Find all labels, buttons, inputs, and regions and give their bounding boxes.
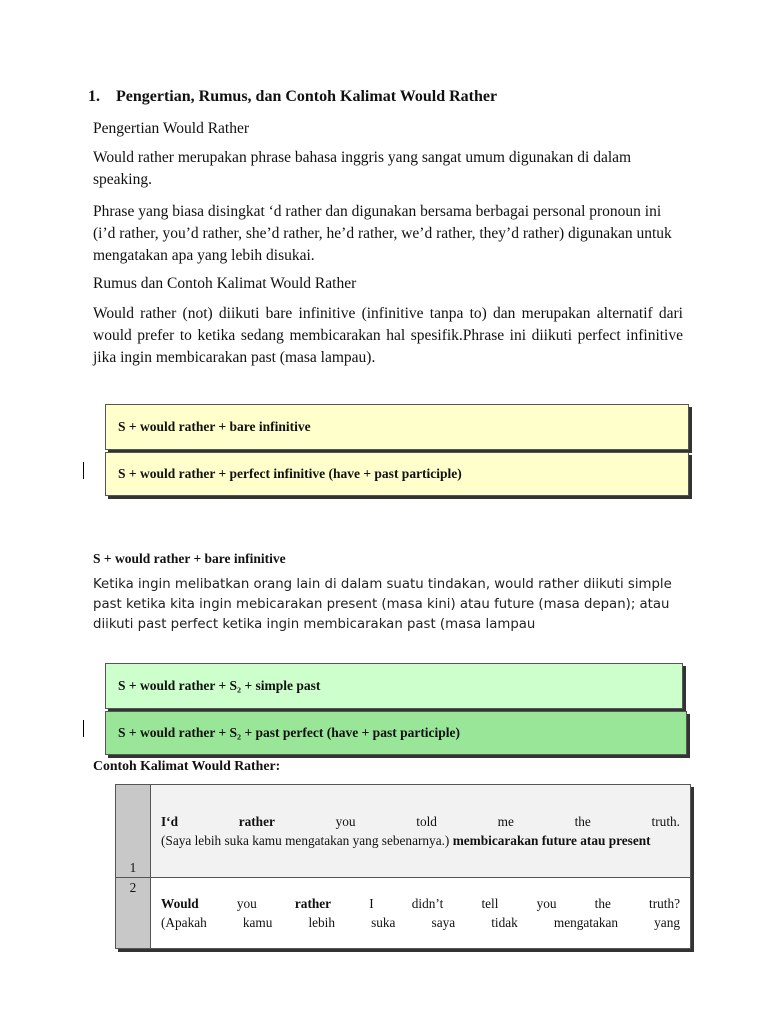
word: the	[594, 896, 611, 911]
formula-text: S + would rather + bare infinitive	[118, 419, 311, 434]
word: rather	[294, 896, 332, 911]
word: Would	[161, 896, 199, 911]
example-cell	[151, 878, 691, 949]
heading-title: Pengertian, Rumus, dan Contoh Kalimat Would Rather	[116, 88, 498, 105]
subheading-bare-infinitive: S + would rather + bare infinitive	[93, 551, 286, 566]
word: I‘d	[161, 814, 178, 829]
word: you	[335, 814, 356, 829]
word: truth.	[651, 814, 680, 829]
example-sentence	[161, 894, 680, 913]
word: me	[497, 814, 514, 829]
paragraph-rumus: Would rather (not) diikuti bare infinitive (infinitive tanpa to) dan merupakan alternatif dari would prefer to ketika sedang membicarakan hal spesifik.Phrase ini diikuti perfect infinitive jika ingin membicarakan past (masa lampau).	[93, 305, 683, 366]
example-cell	[151, 785, 691, 878]
row-index: 1	[116, 785, 151, 878]
formula-text: S + would rather + perfect infinitive (have + past participle)	[118, 466, 462, 481]
heading-number: 1.	[88, 88, 100, 105]
examples-table	[115, 784, 691, 949]
word: the	[574, 814, 591, 829]
formula-box-simple-past	[105, 663, 683, 709]
paragraph-simple-past: Ketika ingin melibatkan orang lain di dalam suatu tindakan, would rather diikuti simple past ketika kita ingin mebicarakan present (masa kini) atau future (masa depan); atau diikuti past perfect ketika ingin membicarakan past (masa lampau	[93, 577, 672, 632]
example-translation: (Saya lebih suka kamu mengatakan yang sebenarnya.)	[161, 833, 450, 848]
formula-text: S + would rather + S₂ + past perfect (have + past participle)	[118, 725, 461, 740]
word: tell	[481, 896, 499, 911]
table-row	[116, 878, 691, 949]
word: I	[369, 896, 374, 911]
example-translation: (Apakah kamu lebih suka saya tidak mengatakan yang	[161, 915, 680, 930]
word: rather	[238, 814, 275, 829]
row-index: 2	[116, 878, 151, 949]
word: you	[236, 896, 257, 911]
word: didn’t	[411, 896, 444, 911]
word: told	[416, 814, 437, 829]
section-heading	[88, 88, 497, 106]
formula-text: S + would rather + S₂ + simple past	[118, 678, 321, 693]
table-row	[116, 785, 691, 878]
example-note: membicarakan future atau present	[452, 833, 651, 848]
paragraph-phrase: Phrase yang biasa disingkat ‘d rather dan digunakan bersama berbagai personal pronoun ini (i’d rather, you’d rather, she’d rather, he’d rather, we’d rather, they’d rather) digunakan untuk mengatakan apa yang lebih disukai.	[93, 203, 672, 264]
examples-title: Contoh Kalimat Would Rather:	[93, 758, 281, 773]
example-sentence	[161, 812, 680, 831]
word: you	[536, 896, 557, 911]
formula-box-bare-infinitive	[105, 404, 689, 450]
formula-box-past-perfect	[105, 711, 687, 755]
formula-box-perfect-infinitive	[105, 452, 689, 496]
subtitle-pengertian: Pengertian Would Rather	[93, 120, 250, 137]
subtitle-rumus: Rumus dan Contoh Kalimat Would Rather	[93, 275, 357, 292]
text-cursor	[83, 462, 84, 479]
example-translation-line	[161, 831, 680, 850]
word: truth?	[649, 896, 681, 911]
text-cursor	[83, 720, 84, 737]
paragraph-definition: Would rather merupakan phrase bahasa inggris yang sangat umum digunakan di dalam speaking.	[93, 149, 632, 188]
